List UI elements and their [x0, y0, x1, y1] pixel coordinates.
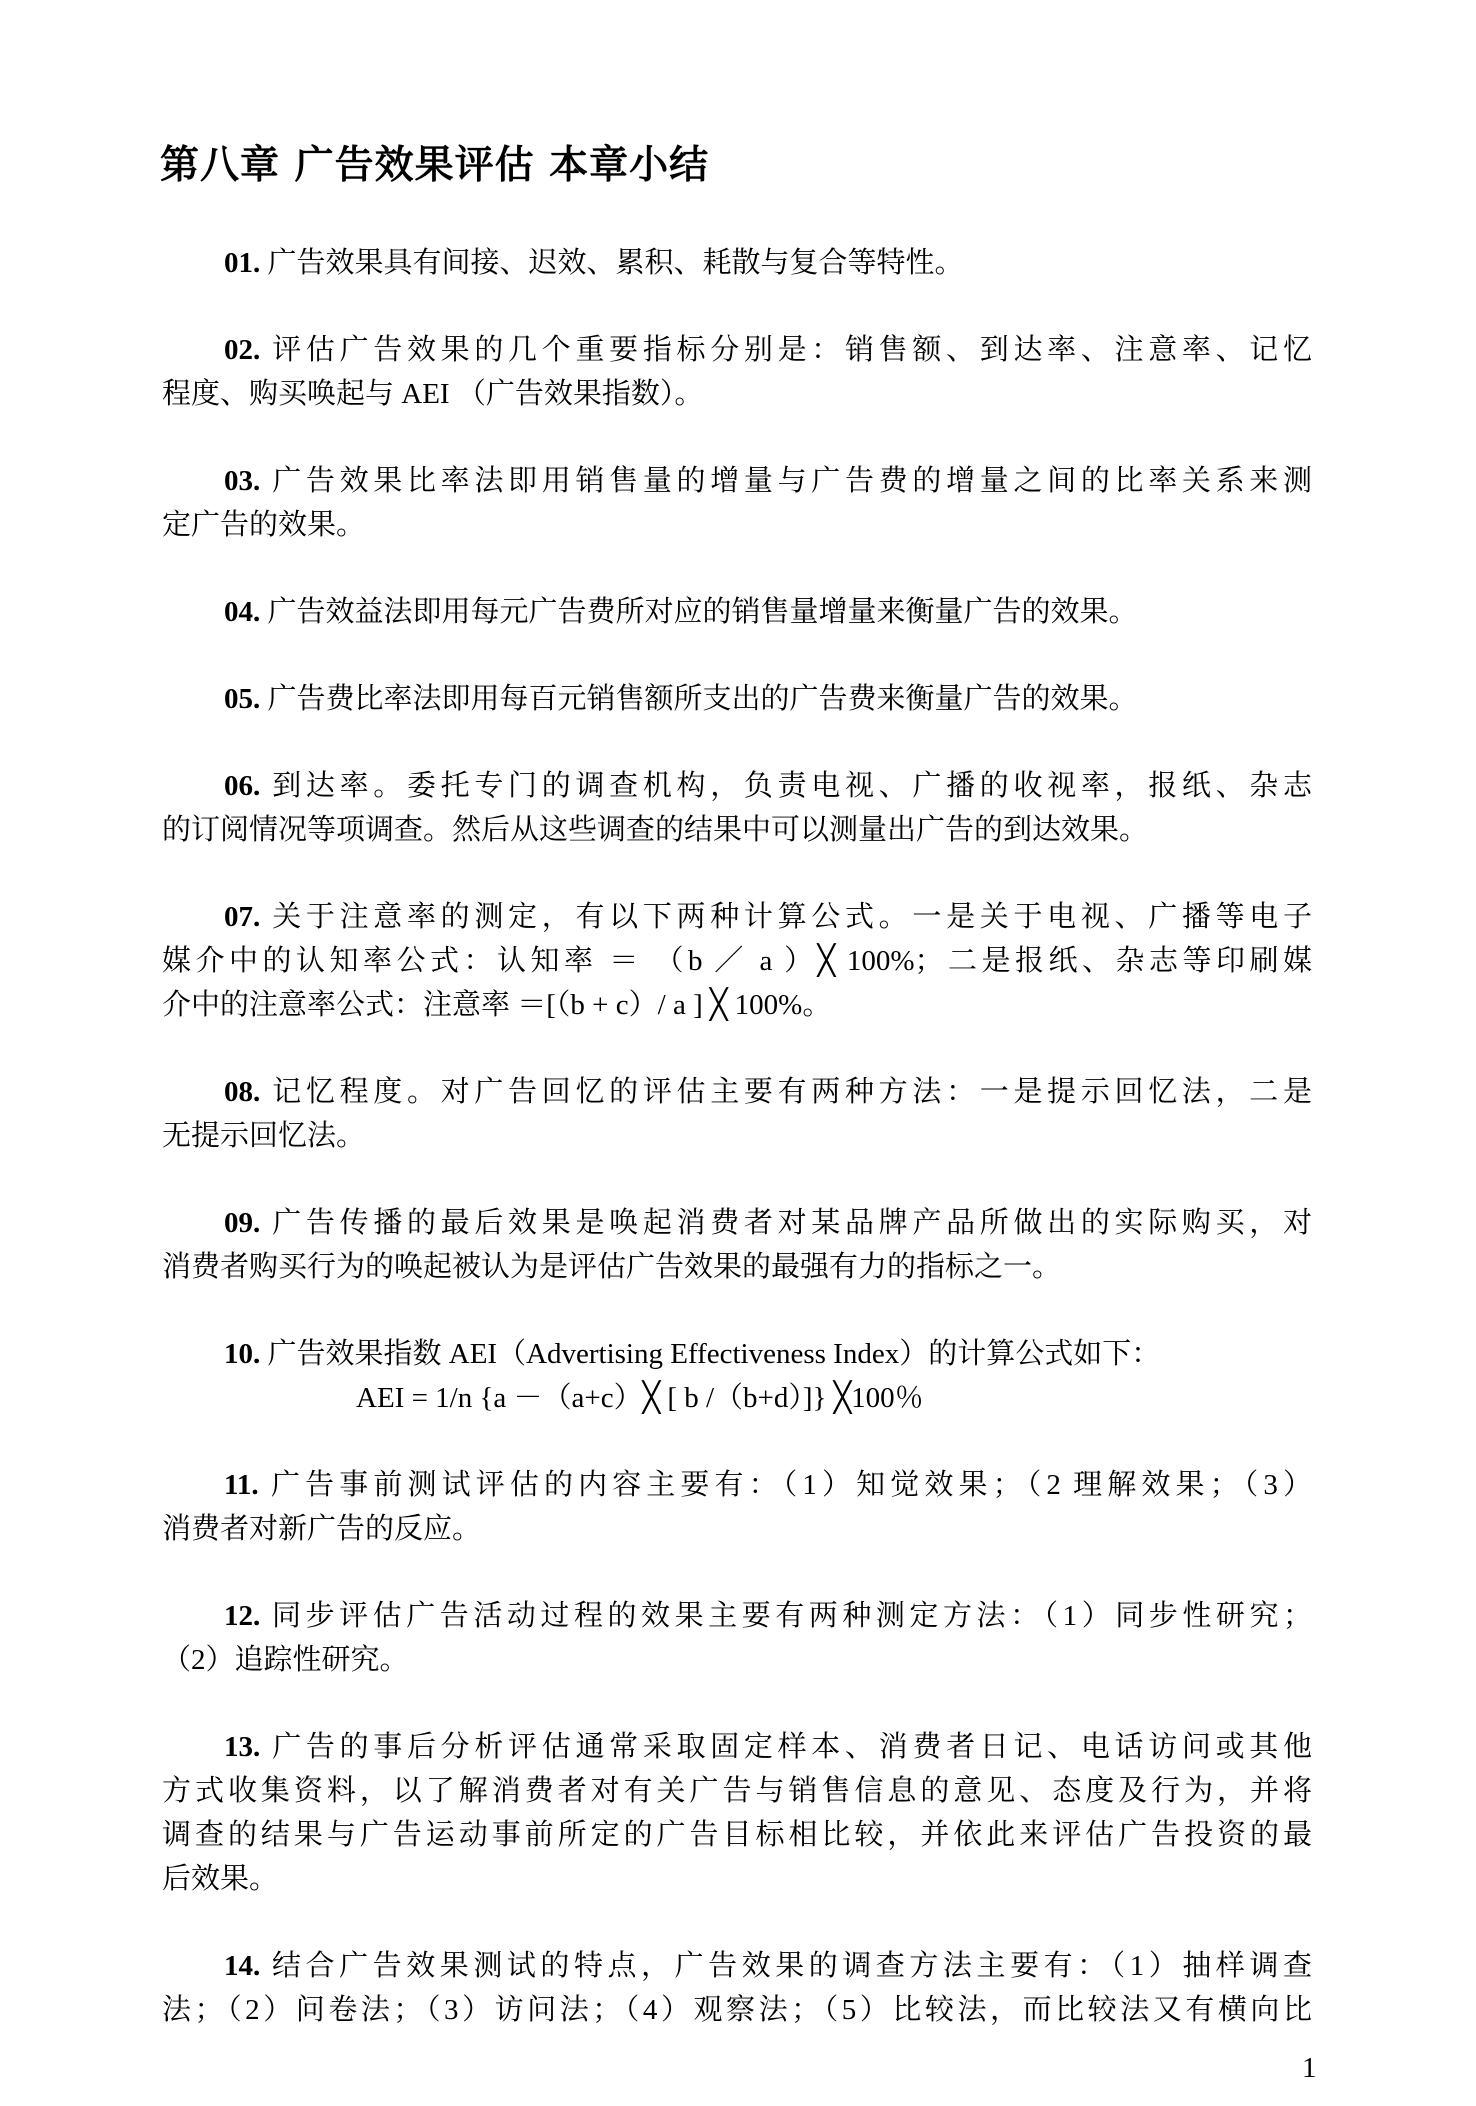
line-text: 消费者对新广告的反应。: [162, 1513, 482, 1545]
line-text: 的订阅情况等项调查。然后从这些调查的结果中可以测量出广告的到达效果。: [162, 814, 1149, 846]
chapter-summary: [162, 241, 1312, 2075]
item-number: 09.: [224, 1207, 261, 1239]
line-text: 广告效益法即用每元广告费所对应的销售量增量来衡量广告的效果。: [267, 596, 1138, 628]
line-text: 广告效果指数 AEI（Advertising Effectiveness Index）的计算公式如下：: [267, 1338, 1161, 1370]
text-line: [162, 1332, 1312, 1376]
summary-item-03: [162, 459, 1312, 547]
line-text: 到达率。委托专门的调查机构，负责电视、广播的收视率，报纸、杂志: [272, 770, 1312, 802]
text-line: [162, 1725, 1312, 1769]
line-text: 记忆程度。对广告回忆的评估主要有两种方法：一是提示回忆法，二是: [272, 1076, 1312, 1108]
item-number: 10.: [224, 1338, 261, 1370]
line-text: 消费者购买行为的唤起被认为是评估广告效果的最强有力的指标之一。: [162, 1251, 1062, 1283]
line-text: 介中的注意率公式：注意率 ＝[（b + c）/ a ] ╳ 100%。: [162, 989, 832, 1021]
line-text: 广告传播的最后效果是唤起消费者对某品牌产品所做出的实际购买，对: [272, 1207, 1312, 1239]
summary-item-09: [162, 1201, 1312, 1289]
text-line: [162, 372, 1312, 416]
item-number: 05.: [224, 683, 261, 715]
text-line: [162, 1944, 1312, 1988]
line-text: 评估广告效果的几个重要指标分别是：销售额、到达率、注意率、记忆: [272, 334, 1312, 366]
summary-item-04: [162, 590, 1312, 634]
line-text: 广告效果具有间接、迟效、累积、耗散与复合等特性。: [267, 247, 964, 279]
line-text: 后效果。: [162, 1863, 279, 1895]
text-line: [162, 939, 1312, 983]
text-line: [162, 895, 1312, 939]
text-line: [162, 677, 1312, 721]
text-line: [162, 1201, 1312, 1245]
item-number: 04.: [224, 596, 261, 628]
text-line: [162, 764, 1312, 808]
text-line: [162, 1813, 1312, 1857]
text-line: [162, 983, 1312, 1027]
summary-item-11: [162, 1463, 1312, 1551]
item-number: 07.: [224, 901, 261, 933]
line-text: 关于注意率的测定，有以下两种计算公式。一是关于电视、广播等电子: [272, 901, 1312, 933]
summary-item-13: [162, 1725, 1312, 1901]
text-line: [162, 1463, 1312, 1507]
line-text: 法；（2）问卷法；（3）访问法；（4）观察法；（5）比较法，而比较法又有横向比: [162, 1994, 1312, 2026]
text-line: [162, 241, 1312, 285]
item-number: 08.: [224, 1076, 261, 1108]
page-number: 1: [1302, 2052, 1317, 2084]
text-line: [162, 328, 1312, 372]
line-text: 同步评估广告活动过程的效果主要有两种测定方法：（1）同步性研究；: [272, 1600, 1312, 1632]
line-text: 广告事前测试评估的内容主要有：（1）知觉效果；（2 理解效果；（3）: [271, 1469, 1312, 1501]
summary-item-07: [162, 895, 1312, 1027]
item-number: 14.: [224, 1950, 261, 1982]
item-number: 12.: [224, 1600, 261, 1632]
summary-item-02: [162, 328, 1312, 416]
item-number: 06.: [224, 770, 261, 802]
text-line: [162, 1507, 1312, 1551]
line-text: 调查的结果与广告运动事前所定的广告目标相比较，并依此来评估广告投资的最: [162, 1819, 1312, 1851]
line-text: 媒介中的认知率公式：认知率 ＝ （b ／ a ）╳ 100%；二是报纸、杂志等印刷媒: [162, 945, 1312, 977]
line-text: 程度、购买唤起与 AEI （广告效果指数）。: [162, 378, 704, 410]
aei-formula: AEI = 1/n {a －（a+c）╳ [ b /（b+d）]} ╳100％: [356, 1382, 924, 1414]
item-number: 11.: [224, 1469, 259, 1501]
text-line: [162, 1769, 1312, 1813]
summary-item-06: [162, 764, 1312, 852]
summary-item-10: [162, 1332, 1312, 1420]
text-line: [162, 1988, 1312, 2032]
summary-item-05: [162, 677, 1312, 721]
line-text: （2）追踪性研究。: [162, 1644, 409, 1676]
text-line: [162, 1070, 1312, 1114]
text-line: [162, 1857, 1312, 1901]
item-number: 13.: [224, 1731, 261, 1763]
item-number: 02.: [224, 334, 261, 366]
line-text: 无提示回忆法。: [162, 1120, 366, 1152]
text-line: [162, 808, 1312, 852]
page-title: 第八章 广告效果评估 本章小结: [160, 143, 710, 188]
line-text: 广告费比率法即用每百元销售额所支出的广告费来衡量广告的效果。: [267, 683, 1138, 715]
item-number: 01.: [224, 247, 261, 279]
line-text: 结合广告效果测试的特点，广告效果的调查方法主要有：（1）抽样调查: [272, 1950, 1312, 1982]
summary-item-01: [162, 241, 1312, 285]
line-text: 定广告的效果。: [162, 509, 366, 541]
text-line: [162, 1245, 1312, 1289]
line-text: 广告效果比率法即用销售量的增量与广告费的增量之间的比率关系来测: [272, 465, 1312, 497]
text-line: [162, 1114, 1312, 1158]
text-line: [162, 459, 1312, 503]
summary-item-08: [162, 1070, 1312, 1158]
text-line: [162, 590, 1312, 634]
summary-item-12: [162, 1594, 1312, 1682]
line-text: 广告的事后分析评估通常采取固定样本、消费者日记、电话访问或其他: [272, 1731, 1312, 1763]
text-line: [162, 503, 1312, 547]
item-number: 03.: [224, 465, 261, 497]
summary-item-14: [162, 1944, 1312, 2032]
text-line: [162, 1638, 1312, 1682]
line-text: 方式收集资料，以了解消费者对有关广告与销售信息的意见、态度及行为，并将: [162, 1775, 1312, 1807]
text-line: [162, 1594, 1312, 1638]
